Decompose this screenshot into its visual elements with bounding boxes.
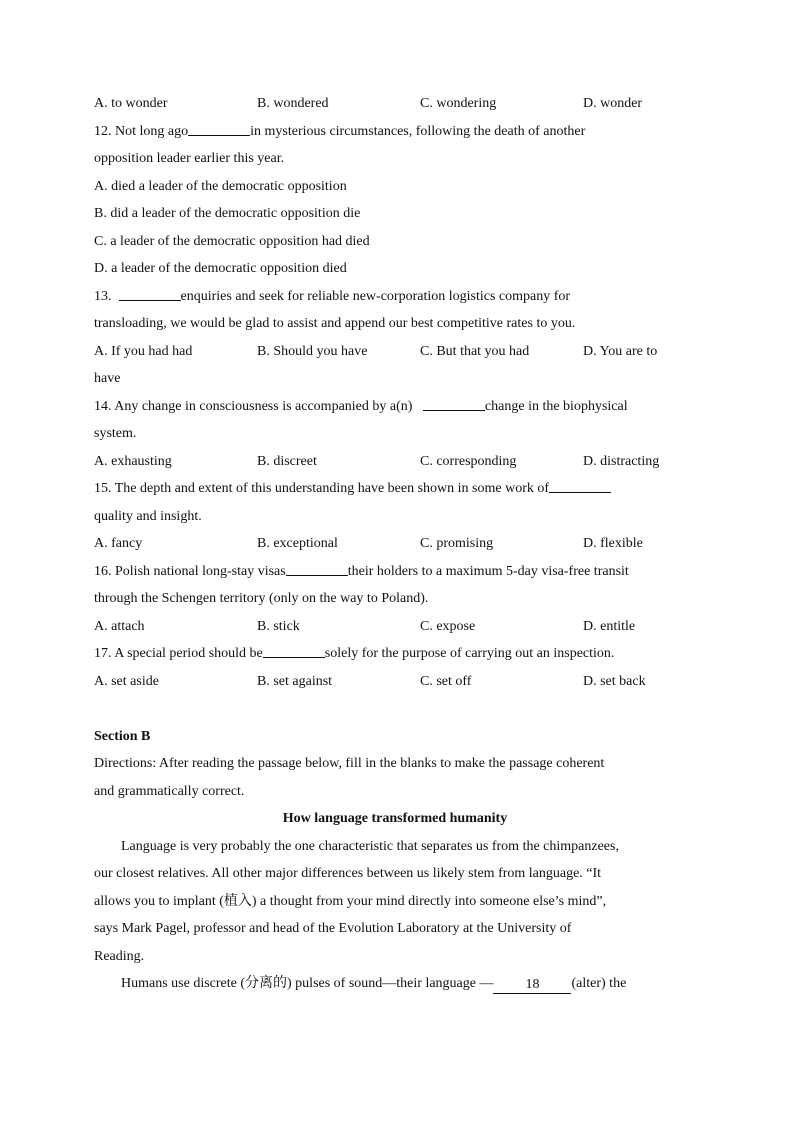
q12-stem-text-b: in mysterious circumstances, following the death of another <box>250 123 586 139</box>
q13-option-b: B. Should you have <box>257 343 368 359</box>
q17-option-b: B. set against <box>257 673 333 689</box>
passage-p2-line1 <box>94 970 696 998</box>
q15-stem-line1 <box>94 475 696 503</box>
passage-p1-line5: Reading. <box>94 948 145 964</box>
spacer <box>94 695 696 723</box>
q14-stem-line2: system. <box>94 426 137 441</box>
passage-p2-text-a: Humans use discrete (分离的) pulses of sound—their language — <box>121 976 494 991</box>
q12-option-d: D. a leader of the democratic opposition died <box>94 261 347 276</box>
passage-p2-text-b: (alter) the <box>571 976 627 991</box>
q12-option-c: C. a leader of the democratic opposition had died <box>94 233 370 249</box>
q15-option-d: D. flexible <box>583 536 643 551</box>
passage-p1-line1: Language is very probably the one characteristic that separates us from the chimpanzees, <box>121 838 619 854</box>
q12-stem-line2: opposition leader earlier this year. <box>94 151 285 166</box>
q14-option-b: B. discreet <box>257 453 317 469</box>
q13-blank <box>119 284 181 301</box>
q13-option-c: C. But that you had <box>420 343 530 359</box>
directions-line1: Directions: After reading the passage below, fill in the blanks to make the passage coherent <box>94 756 605 771</box>
document-page <box>94 90 696 998</box>
q16-option-c: C. expose <box>420 618 476 634</box>
q17-blank <box>263 641 325 658</box>
blank-18: 18 <box>493 977 571 994</box>
q12-option-b: B. did a leader of the democratic opposition die <box>94 206 361 221</box>
q14-stem-line1 <box>94 393 696 421</box>
q14-stem-text-a: 14. Any change in consciousness is accompanied by a(n) <box>94 398 413 414</box>
q12-stem-line1 <box>94 118 696 146</box>
q16-options <box>94 613 696 641</box>
q13-options <box>94 338 696 366</box>
q15-stem-text-a: 15. The depth and extent of this understanding have been shown in some work of <box>94 481 550 496</box>
q17-options <box>94 668 696 696</box>
q14-blank <box>423 394 485 411</box>
q12-option-a: A. died a leader of the democratic opposition <box>94 178 347 194</box>
q15-option-b: B. exceptional <box>257 536 338 551</box>
q13-stem-text-a: 13. <box>94 288 112 304</box>
q16-option-a: A. attach <box>94 618 145 634</box>
q16-stem-line2: through the Schengen territory (only on the way to Poland). <box>94 591 429 606</box>
passage-p1-line3: allows you to implant (植入) a thought from your mind directly into someone else’s mind”, <box>94 893 607 909</box>
q16-option-d: D. entitle <box>583 618 636 634</box>
q17-option-d: D. set back <box>583 673 646 689</box>
q16-stem-line1 <box>94 558 696 586</box>
q14-option-c: C. corresponding <box>420 453 517 469</box>
q17-stem-text-a: 17. A special period should be <box>94 646 263 661</box>
q14-option-a: A. exhausting <box>94 453 172 469</box>
q11-option-d: D. wonder <box>583 96 643 111</box>
q14-option-d: D. distracting <box>583 453 660 469</box>
q16-option-b: B. stick <box>257 618 300 634</box>
passage-title: How language transformed humanity <box>282 811 508 826</box>
q15-option-c: C. promising <box>420 536 494 551</box>
q11-options <box>94 90 696 118</box>
q17-stem-line1 <box>94 640 696 668</box>
q14-options <box>94 448 696 476</box>
q16-stem-text-a: 16. Polish national long-stay visas <box>94 563 286 579</box>
q15-options <box>94 530 696 558</box>
directions-line2: and grammatically correct. <box>94 783 245 799</box>
q13-stem-text-b: enquiries and seek for reliable new-corporation logistics company for <box>180 288 571 304</box>
q17-option-a: A. set aside <box>94 673 159 689</box>
q11-option-c: C. wondering <box>420 96 497 111</box>
q16-stem-text-b: their holders to a maximum 5-day visa-free transit <box>347 563 629 579</box>
q13-option-d-wrap: have <box>94 371 121 386</box>
q13-stem-line1 <box>94 283 696 311</box>
q11-option-a: A. to wonder <box>94 96 168 111</box>
q13-option-a: A. If you had had <box>94 343 193 359</box>
q15-stem-line2: quality and insight. <box>94 508 202 524</box>
passage-p1-line4: says Mark Pagel, professor and head of the Evolution Laboratory at the University of <box>94 921 572 936</box>
q13-stem-line2: transloading, we would be glad to assist and append our best competitive rates to you. <box>94 316 576 331</box>
section-b-heading: Section B <box>94 728 151 744</box>
q12-blank <box>188 119 250 136</box>
q13-option-d: D. You are to <box>583 343 658 359</box>
passage-p1-line2: our closest relatives. All other major differences between us likely stem from language. “It <box>94 866 602 881</box>
q15-blank <box>549 476 611 493</box>
q12-stem-text-a: 12. Not long ago <box>94 123 189 139</box>
q11-option-b: B. wondered <box>257 96 329 111</box>
q16-blank <box>286 559 348 576</box>
q17-stem-text-b: solely for the purpose of carrying out an inspection. <box>324 646 615 661</box>
q15-option-a: A. fancy <box>94 536 143 551</box>
q17-option-c: C. set off <box>420 673 472 689</box>
q14-stem-text-b: change in the biophysical <box>484 398 628 414</box>
